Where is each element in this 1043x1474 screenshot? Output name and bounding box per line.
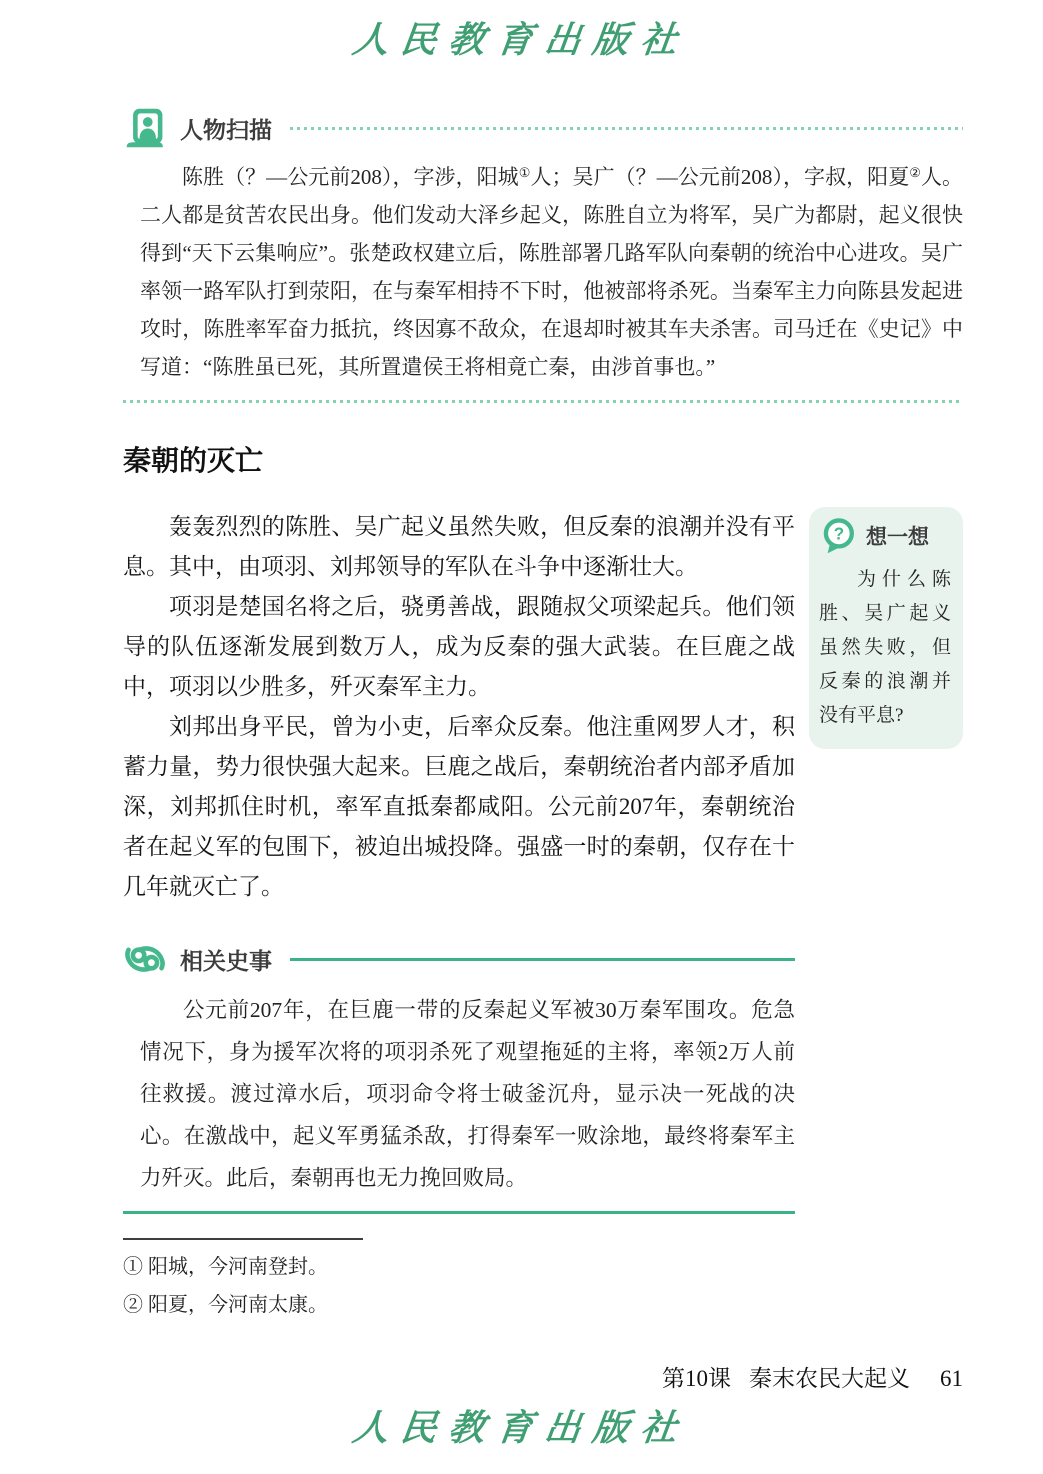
think-box-question: 为什么陈胜、吴广起义虽然失败，但反秦的浪潮并没有平息? <box>819 569 951 726</box>
history-section-title: 相关史事 <box>180 947 272 974</box>
scan-header-dotted-line <box>290 127 963 130</box>
question-glyph: ? <box>833 523 845 544</box>
lesson-paragraph-2: 项羽是楚国名将之后，骁勇善战，跟随叔父项梁起兵。他们领导的队伍逐渐发展到数万人，成为反秦的强大武装。在巨鹿之战中，项羽以少胜多，歼灭秦军主力。 <box>123 594 795 699</box>
footnote-1: ① 阳城，今河南登封。 <box>123 1256 328 1278</box>
green-divider <box>123 1211 795 1214</box>
dotted-divider <box>123 400 963 403</box>
think-box-header <box>819 517 951 555</box>
main-row <box>123 507 963 907</box>
think-box <box>809 507 963 749</box>
lesson-paragraph-3: 刘邦出身平民，曾为小吏，后率众反秦。他注重网罗人才，积蓄力量，势力很快强大起来。巨鹿之战后，秦朝统治者内部矛盾加深，刘邦抓住时机，率军直抵秦都咸阳。公元前207年，秦朝统治者在起义军的包围下，被迫出城投降。强盛一时的秦朝，仅存在十几年就灭亡了。 <box>123 714 795 899</box>
history-section-paragraph: 公元前207年，在巨鹿一带的反秦起义军被30万秦军围攻。危急情况下，身为援军次将的项羽杀死了观望拖延的主将，率领2万人前往救援。渡过漳水后，项羽命令将士破釜沉舟，显示决一死战的决心。在激战中，起义军勇猛杀敌，打得秦军一败涂地，最终将秦军主力歼灭。此后，秦朝再也无力挽回败局。 <box>140 998 795 1190</box>
footer-lesson-title: 秦末农民大起义 <box>749 1366 910 1391</box>
publisher-logo-bottom: 人民教育出版社 <box>350 1407 692 1449</box>
scan-section-header <box>123 106 963 150</box>
question-bubble-icon <box>819 517 857 555</box>
lesson-paragraph-1: 轰轰烈烈的陈胜、吴广起义虽然失败，但反秦的浪潮并没有平息。其中，由项羽、刘邦领导的军队在斗争中逐渐壮大。 <box>123 514 795 579</box>
think-box-title: 想一想 <box>866 526 929 549</box>
page-content <box>123 106 963 1320</box>
lesson-text-column <box>123 507 795 907</box>
footnotes-list <box>123 1252 963 1320</box>
footer-page-number: 61 <box>940 1366 963 1391</box>
history-section-header <box>123 937 795 981</box>
person-scan-icon <box>123 106 167 150</box>
footer-logo-band <box>0 1400 1043 1462</box>
header-logo-band <box>0 0 1043 62</box>
history-header-green-line <box>290 958 795 961</box>
footnote-2: ② 阳夏，今河南太康。 <box>123 1294 328 1316</box>
page-footer <box>662 1360 963 1393</box>
footnote-rule <box>123 1238 363 1240</box>
lesson-heading: 秦朝的灭亡 <box>123 446 264 477</box>
scan-section-title: 人物扫描 <box>180 116 272 143</box>
footer-lesson-number: 第10课 <box>662 1366 731 1391</box>
scan-section-paragraph: 陈胜（？—公元前208），字涉，阳城①人；吴广（？—公元前208），字叔，阳夏②人。二人都是贫苦农民出身。他们发动大泽乡起义，陈胜自立为将军，吴广为都尉，起义很快得到“天下云集响应”。张楚政权建立后，陈胜部署几路军队向秦朝的统治中心进攻。吴广率领一路军队打到荥阳，在与秦军相持不下时，他被部将杀死。当秦军主力向陈县发起进攻时，陈胜率军奋力抵抗，终因寡不敌众，在退却时被其车夫杀害。司马迁在《史记》中写道：“陈胜虽已死，其所置遣侯王将相竟亡秦，由涉首事也。” <box>140 165 964 379</box>
interlocked-commas-icon <box>123 937 167 981</box>
publisher-logo: 人民教育出版社 <box>350 19 692 61</box>
